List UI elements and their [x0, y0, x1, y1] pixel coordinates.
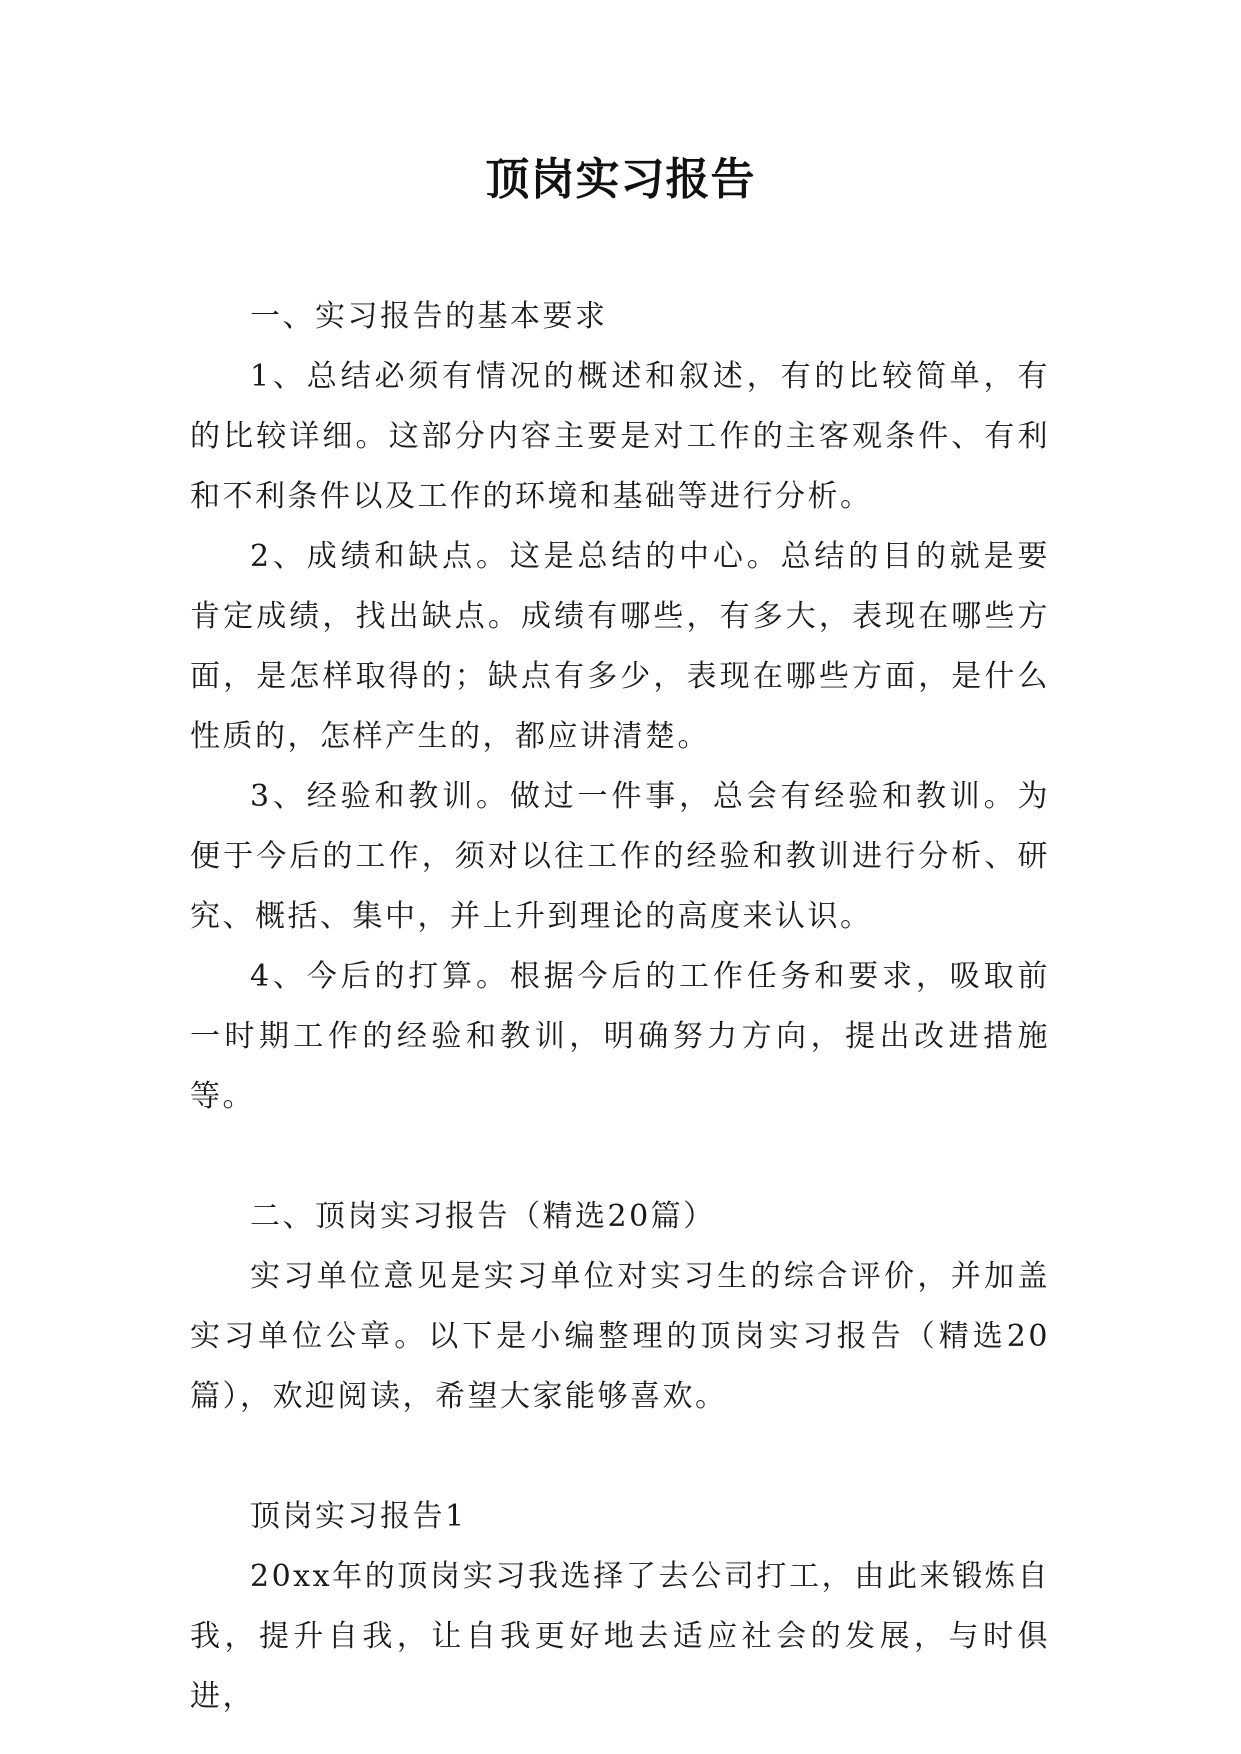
paragraph: 1、总结必须有情况的概述和叙述，有的比较简单，有的比较详细。这部分内容主要是对工作的主客观条件、有利和不利条件以及工作的环境和基础等进行分析。: [190, 359, 1050, 514]
section-spacer: [190, 1427, 1050, 1487]
paragraph: 20xx年的顶岗实习我选择了去公司打工，由此来锻炼自我，提升自我，让自我更好地去适应社会的发展，与时俱进，: [190, 1559, 1050, 1714]
paragraph: 实习单位意见是实习单位对实习生的综合评价，并加盖实习单位公章。以下是小编整理的顶岗实习报告（精选20篇），欢迎阅读，希望大家能够喜欢。: [190, 1259, 1050, 1414]
paragraph: 4、今后的打算。根据今后的工作任务和要求，吸取前一时期工作的经验和教训，明确努力方向，提出改进措施等。: [190, 959, 1050, 1114]
document-title: 顶岗实习报告: [485, 154, 756, 205]
section-heading-requirements: 一、实习报告的基本要求: [250, 299, 608, 334]
document-body: [190, 287, 1050, 1727]
paragraph: 2、成绩和缺点。这是总结的中心。总结的目的就是要肯定成绩，找出缺点。成绩有哪些，有多大，表现在哪些方面，是怎样取得的；缺点有多少，表现在哪些方面，是什么性质的，怎样产生的，都应讲清楚。: [190, 539, 1050, 754]
paragraph: 3、经验和教训。做过一件事，总会有经验和教训。为便于今后的工作，须对以往工作的经验和教训进行分析、研究、概括、集中，并上升到理论的高度来认识。: [190, 779, 1050, 934]
section-spacer: [190, 1127, 1050, 1187]
report-heading: 顶岗实习报告1: [250, 1499, 467, 1534]
section-heading-reports: 二、顶岗实习报告（精选20篇）: [250, 1199, 716, 1234]
